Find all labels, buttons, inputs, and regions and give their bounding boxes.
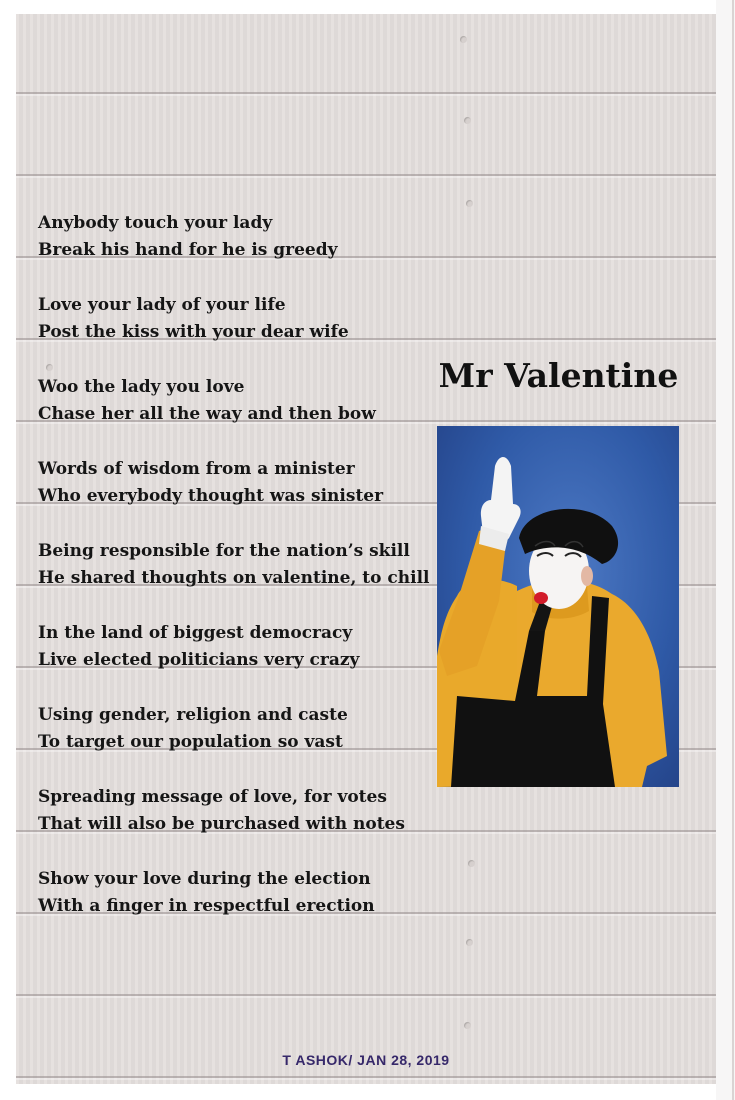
poem-body — [38, 210, 438, 948]
stanza — [38, 538, 438, 592]
mime-photo — [437, 426, 679, 787]
page-edge-line — [732, 0, 734, 1100]
poem-line: Spreading message of love, for votes — [38, 787, 387, 807]
author-date-footer: T ASHOK/ JAN 28, 2019 — [282, 1052, 450, 1068]
stanza — [38, 620, 438, 674]
poem-line: Words of wisdom from a minister — [38, 459, 355, 479]
stanza — [38, 374, 438, 428]
nail-mark — [466, 939, 473, 946]
poem-line: Who everybody thought was sinister — [38, 486, 384, 506]
stanza — [38, 292, 438, 346]
stanza — [38, 866, 438, 920]
nail-mark — [466, 200, 473, 207]
stanza — [38, 456, 438, 510]
poem-line: Being responsible for the nation’s skill — [38, 541, 410, 561]
mime-illustration — [437, 426, 679, 787]
nail-mark — [464, 117, 471, 124]
poem-line: That will also be purchased with notes — [38, 814, 405, 834]
poem-line: Break his hand for he is greedy — [38, 240, 338, 260]
poem-line: Live elected politicians very crazy — [38, 650, 360, 670]
poem-line: Using gender, religion and caste — [38, 705, 348, 725]
nail-mark — [464, 1022, 471, 1029]
poem-line: To target our population so vast — [38, 732, 343, 752]
nail-mark — [460, 36, 467, 43]
poem-line: Show your love during the election — [38, 869, 371, 889]
red-lips — [534, 592, 548, 604]
poem-line: Woo the lady you love — [38, 377, 245, 397]
poem-line: He shared thoughts on valentine, to chill — [38, 568, 430, 588]
poem-line: In the land of biggest democracy — [38, 623, 353, 643]
poem-poster — [16, 14, 716, 1084]
poem-line: Chase her all the way and then bow — [38, 404, 376, 424]
stanza — [38, 210, 438, 264]
poem-title: Mr Valentine — [438, 356, 679, 395]
poem-line: Love your lady of your life — [38, 295, 286, 315]
stanza — [38, 784, 438, 838]
nail-mark — [468, 860, 475, 867]
poem-line: With a finger in respectful erection — [38, 896, 375, 916]
stanza — [38, 702, 438, 756]
ear — [581, 566, 593, 586]
poem-line: Anybody touch your lady — [38, 213, 273, 233]
poem-line: Post the kiss with your dear wife — [38, 322, 349, 342]
